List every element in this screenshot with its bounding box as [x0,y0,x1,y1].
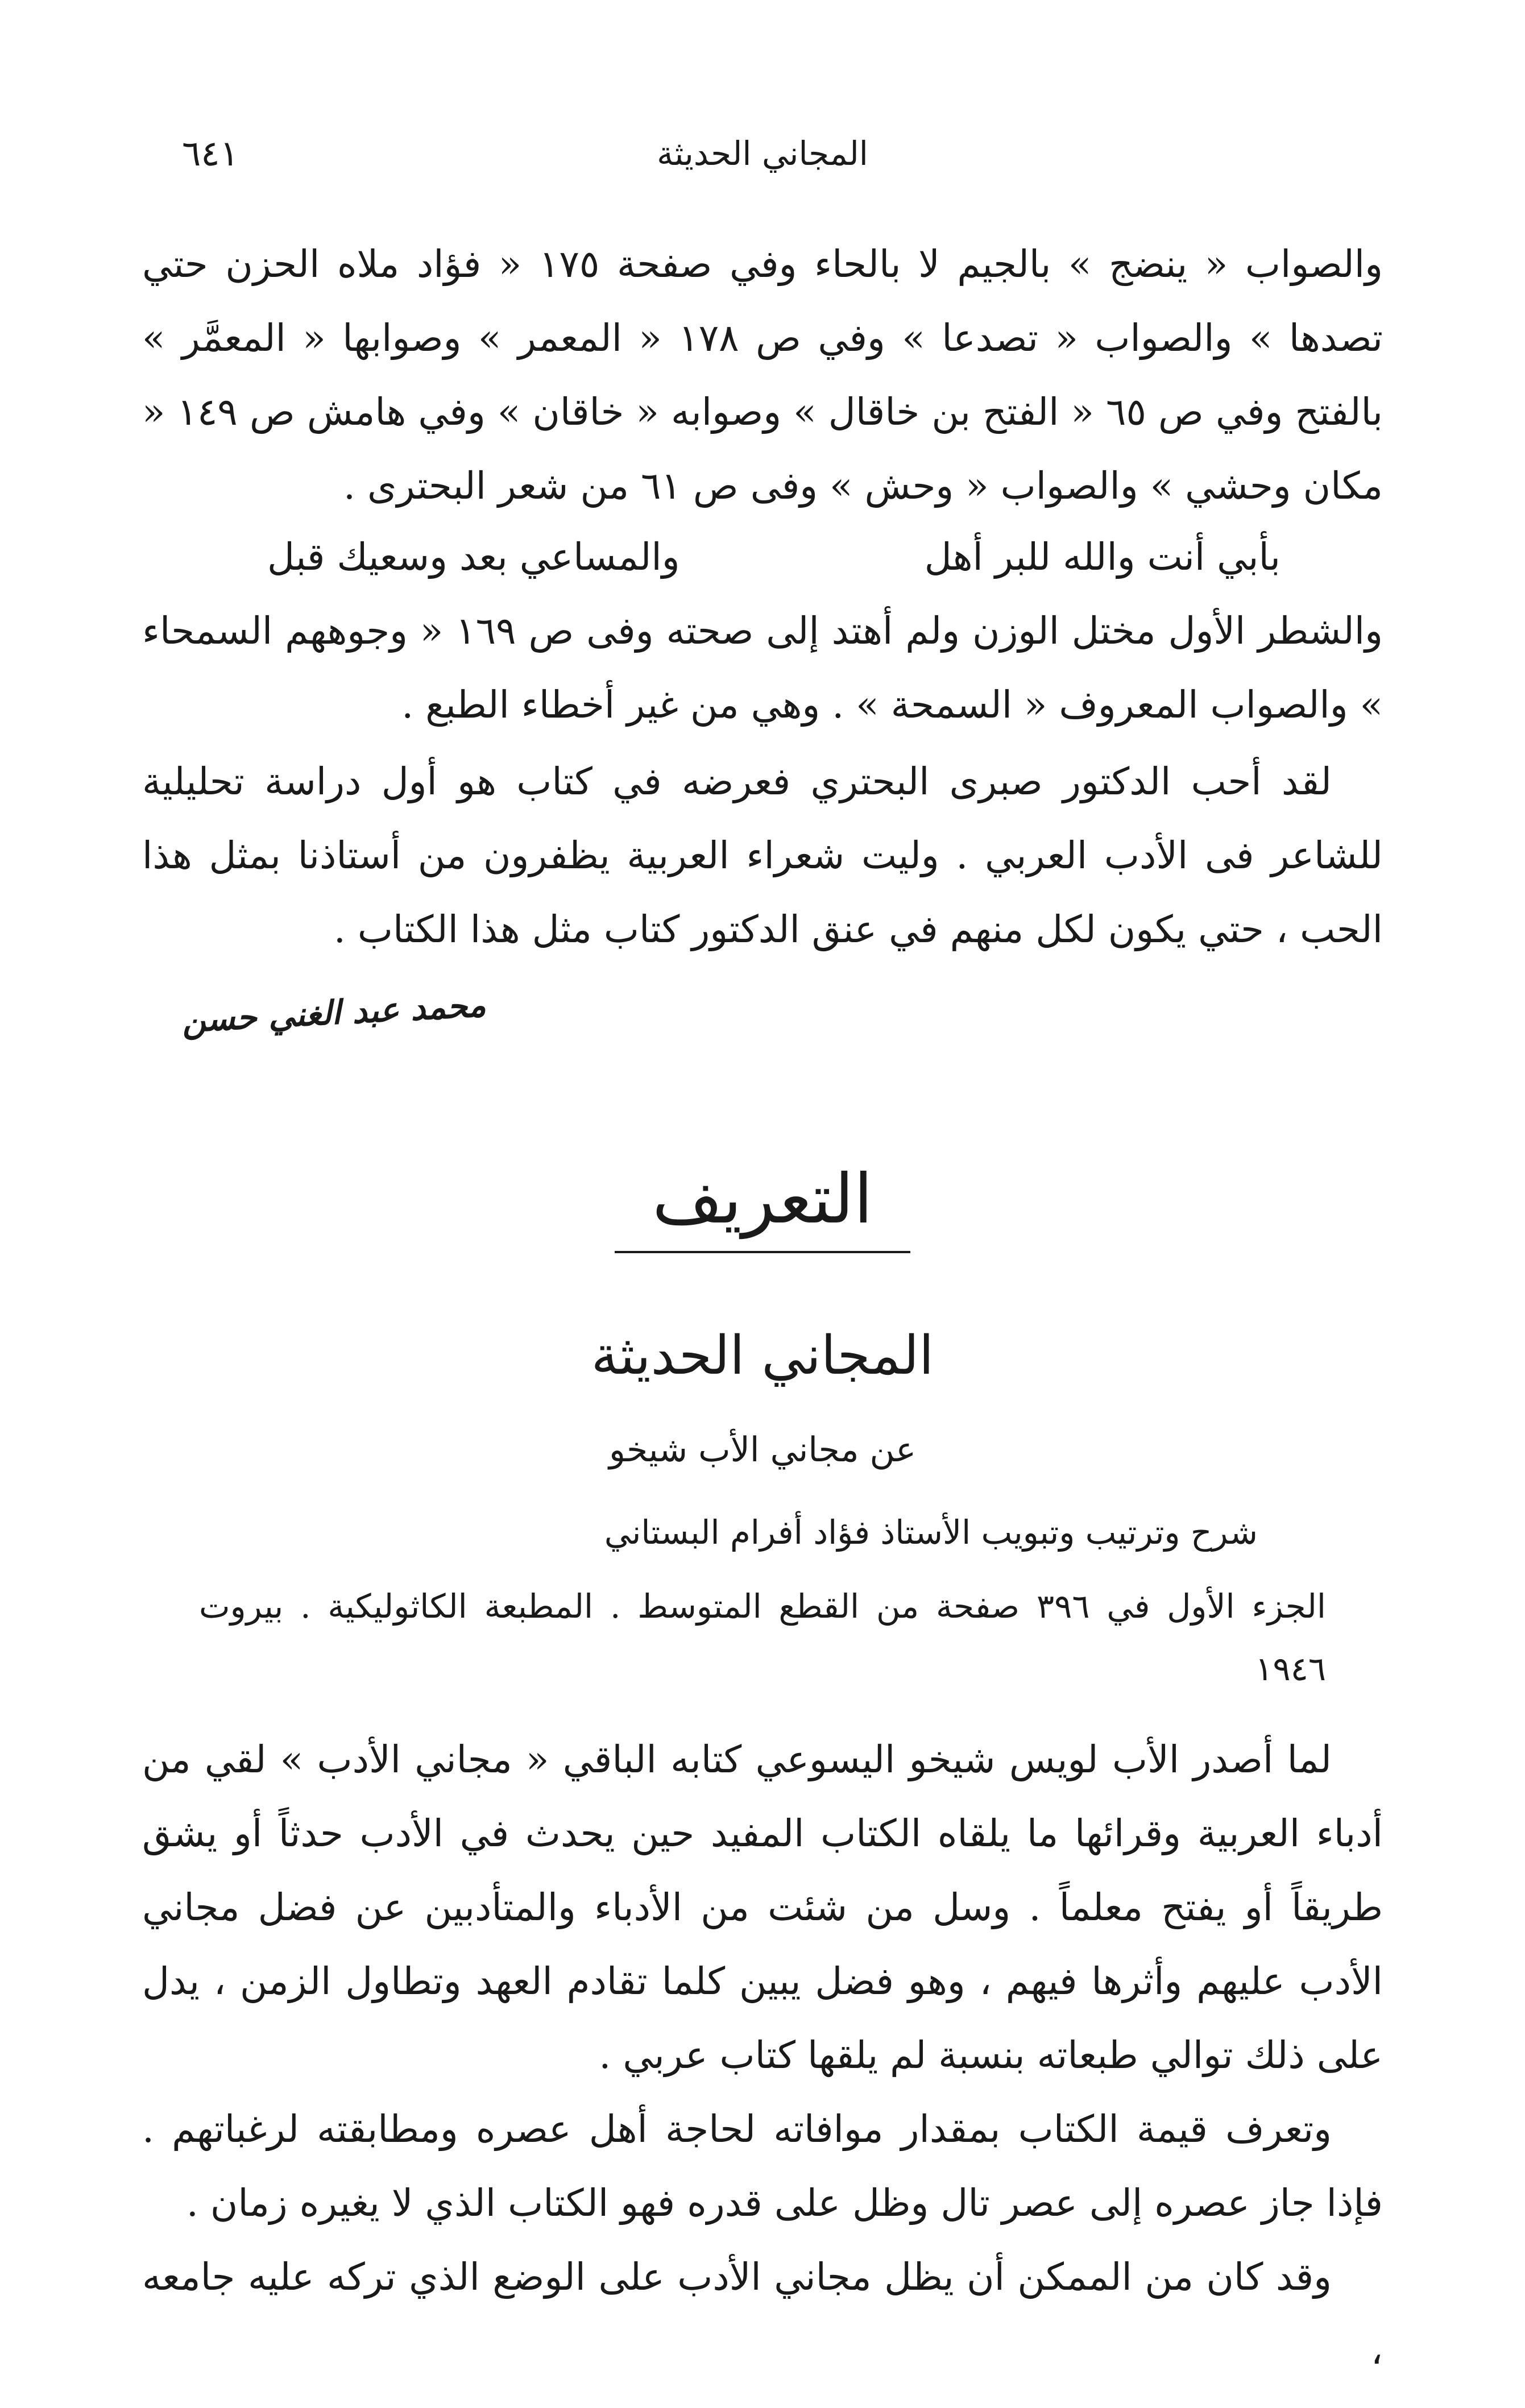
author-signature: محمد عبد الغني حسن [181,985,487,1040]
review-body-paragraph-3-block [142,2240,1383,2388]
book-credit: شرح وترتيب وتبويب الأستاذ فؤاد أفرام البستاني [604,1513,1258,1552]
review-end-paragraph-1: والصواب « ينضج » بالجيم لا بالحاء وفي صفحة ١٧٥ « فؤاد ملاه الحزن حتي تصدها » والصواب « تصدعا » وفي ص ١٧٨ « المعمر » وصوابها « المعمَّر » بالفتح وفي ص ٦٥ « الفتح بن خاقال » وصوابه « خاقان » وفي هامش ص ١٤٩ « مكان وحشي » والصواب « وحش » وفى ص ٦١ من شعر البحترى . [142,242,1383,508]
book-title: المجاني الحديثة [591,1325,934,1387]
review-end-paragraph-2: والشطر الأول مختل الوزن ولم أهتد إلى صحته وفى ص ١٦٩ « وجوههم السمحاء » والصواب المعروف « السمحة » . وهي من غير أخطاء الطبع . [142,609,1383,727]
review-end-paragraph-3: لقد أحب الدكتور صبرى البحتري فعرضه في كتاب هو أول دراسة تحليلية للشاعر فى الأدب العربي . وليت شعراء العربية يظفرون من أستاذنا بمثل هذا الحب ، حتي يكون لكل منهم في عنق الدكتور كتاب مثل هذا الكتاب . [142,760,1383,951]
review-body-paragraph-2: وتعرف قيمة الكتاب بمقدار موافاته لحاجة أهل عصره ومطابقته لرغباتهم . فإذا جاز عصره إلى عصر تال وظل على قدره فهو الكتاب الذي لا يغيره زمان . [142,2107,1383,2225]
review-body-paragraph-2-block [142,2092,1383,2240]
review-body-paragraph-3: وقد كان من الممكن أن يظل مجاني الأدب على الوضع الذي تركه عليه جامعه ، [142,2255,1383,2373]
section-heading-rule [615,1251,910,1253]
review-end-paragraph-3-block [142,745,1383,967]
book-details: الجزء الأول في ٣٩٦ صفحة من القطع المتوسط . المطبعة الكاثوليكية . بيروت ١٩٤٦ [199,1587,1326,1688]
section-heading [0,1149,1525,1253]
running-header [142,128,1383,179]
section-heading-text: التعريف [652,1160,873,1239]
verse-hemistich-second: والمساعي بعد وسعيك قبل [267,535,680,579]
running-title: المجاني الحديثة [657,134,868,173]
review-end-paragraph-2-block [142,594,1383,742]
book-subtitle: عن مجاني الأب شيخو [608,1430,917,1470]
verse-hemistich-first: بأبي أنت والله للبر أهل [924,535,1280,579]
page-number: ٦٤١ [182,132,239,174]
review-end-paragraph-1-block [142,227,1383,523]
verse-line [267,523,1280,591]
review-body-paragraph-1-block [142,1723,1383,2092]
review-body-paragraph-1: لما أصدر الأب لويس شيخو اليسوعي كتابه الباقي « مجاني الأدب » لقي من أدباء العربية وقرائها ما يلقاه الكتاب المفيد حين يحدث في الأدب حدثاً أو يشق طريقاً أو يفتح معلماً . وسل من شئت من الأدباء والمتأدبين عن فضل مجاني الأدب عليهم وأثرها فيهم ، وهو فضل يبين كلما تقادم العهد وتطاول الزمن ، يدل على ذلك توالي طبعاته بنسبة لم يلقها كتاب عربي . [142,1738,1383,2077]
